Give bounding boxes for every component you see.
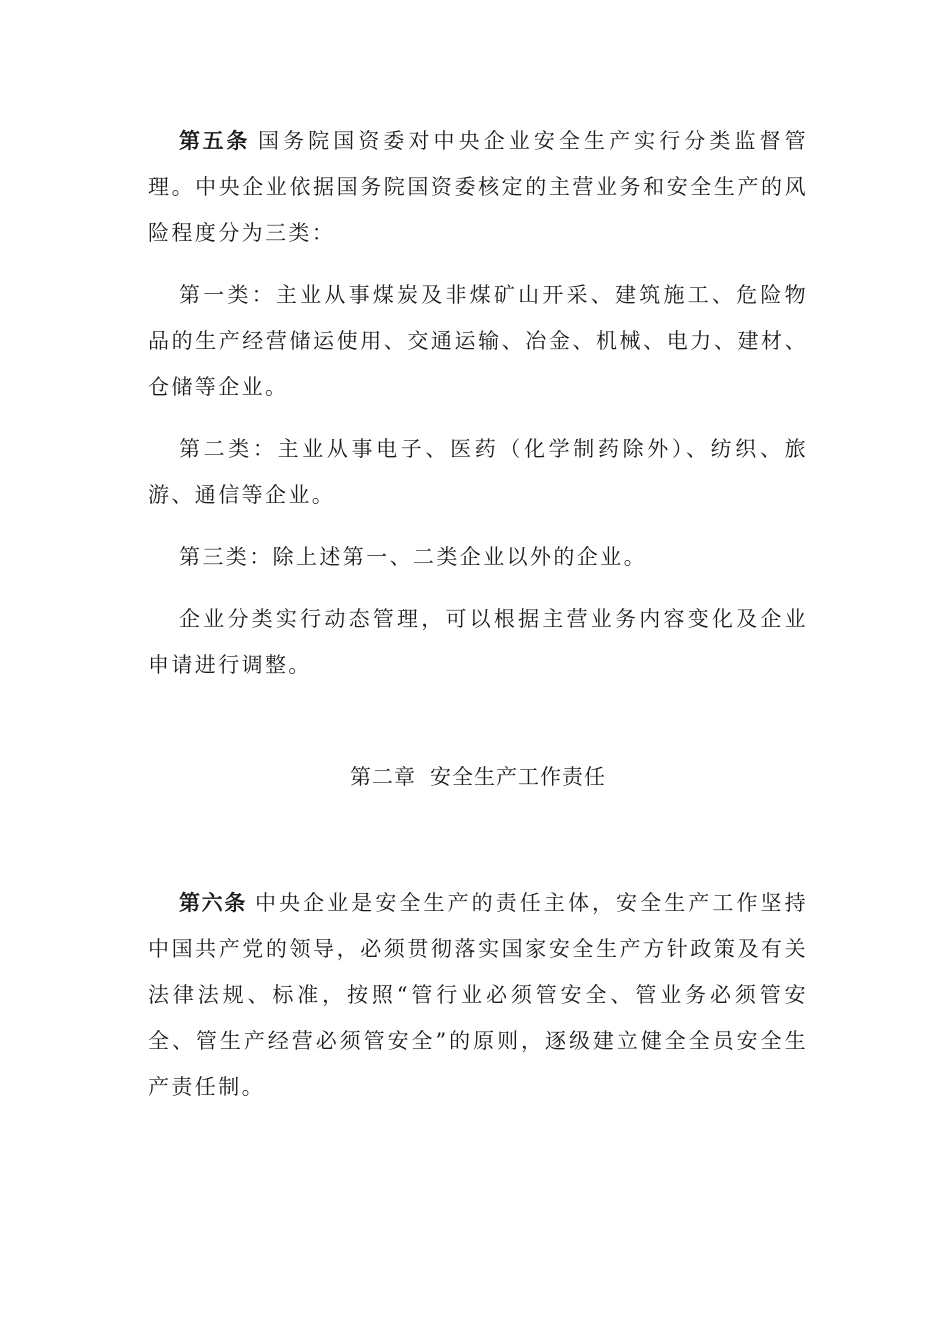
article-5-paragraph <box>148 118 808 256</box>
article-5-text: 国务院国资委对中央企业安全生产实行分类监督管理。中央企业依据国务院国资委核定的主营业务和安全生产的风险程度分为三类： <box>148 129 808 245</box>
category-1-paragraph: 第一类：主业从事煤炭及非煤矿山开采、建筑施工、危险物品的生产经营储运使用、交通运输、冶金、机械、电力、建材、仓储等企业。 <box>148 283 808 399</box>
dynamic-management-paragraph: 企业分类实行动态管理，可以根据主营业务内容变化及企业申请进行调整。 <box>148 607 808 677</box>
document-page <box>148 118 808 1126</box>
article-6-label: 第六条 <box>179 891 248 915</box>
chapter-2-title: 安全生产工作责任 <box>430 765 606 789</box>
article-5-label: 第五条 <box>179 129 251 153</box>
category-2-paragraph: 第二类：主业从事电子、医药（化学制药除外）、纺织、旅游、通信等企业。 <box>148 437 808 507</box>
article-6-text: 中央企业是安全生产的责任主体，安全生产工作坚持中国共产党的领导，必须贯彻落实国家安全生产方针政策及有关法律法规、标准，按照“管行业必须管安全、管业务必须管安全、管生产经营必须管安全”的原则，逐级建立健全全员安全生产责任制。 <box>148 891 808 1099</box>
chapter-2-number: 第二章 <box>350 765 416 789</box>
category-3-paragraph: 第三类：除上述第一、二类企业以外的企业。 <box>179 545 647 569</box>
chapter-2-heading <box>148 754 808 800</box>
article-6-paragraph <box>148 880 808 1110</box>
